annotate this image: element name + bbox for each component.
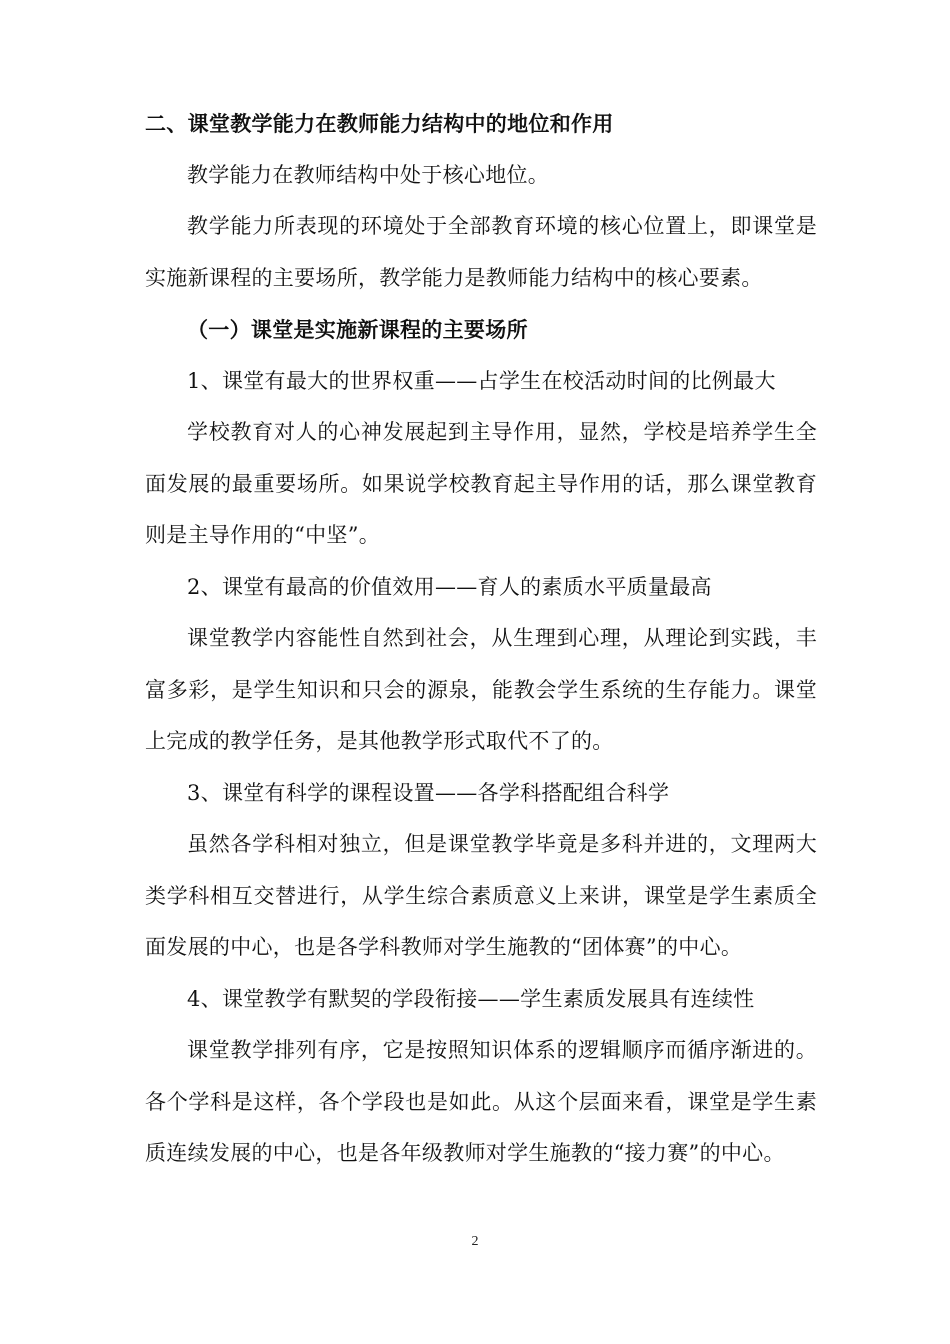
item-4-title: 4、课堂教学有默契的学段衔接——学生素质发展具有连续性	[187, 986, 755, 1011]
item-3-body: 虽然各学科相对独立，但是课堂教学毕竟是多科并进的，文理两大类学科相互交替进行，从学生综合素质意义上来讲，课堂是学生素质全面发展的中心，也是各学科教师对学生施教的“团体赛”的中心。	[145, 832, 817, 959]
item-2-title: 2、课堂有最高的价值效用——育人的素质水平质量最高	[187, 574, 712, 599]
paragraph-environment: 教学能力所表现的环境处于全部教育环境的核心位置上，即课堂是实施新课程的主要场所，教学能力是教师能力结构中的核心要素。	[145, 214, 817, 290]
subsection-heading: （一）课堂是实施新课程的主要场所	[187, 317, 528, 342]
item-1-title: 1、课堂有最大的世界权重——占学生在校活动时间的比例最大	[187, 368, 776, 393]
page-number: 2	[471, 1234, 479, 1249]
document-body	[145, 98, 817, 1180]
item-1-body: 学校教育对人的心神发展起到主导作用，显然，学校是培养学生全面发展的最重要场所。如果说学校教育起主导作用的话，那么课堂教育则是主导作用的“中坚”。	[145, 420, 817, 547]
item-3-title: 3、课堂有科学的课程设置——各学科搭配组合科学	[187, 780, 670, 805]
section-heading: 二、课堂教学能力在教师能力结构中的地位和作用	[145, 111, 614, 136]
paragraph-core-position: 教学能力在教师结构中处于核心地位。	[187, 162, 550, 187]
item-2-body: 课堂教学内容能性自然到社会，从生理到心理，从理论到实践，丰富多彩，是学生知识和只会的源泉，能教会学生系统的生存能力。课堂上完成的教学任务，是其他教学形式取代不了的。	[145, 626, 817, 753]
item-4-body: 课堂教学排列有序，它是按照知识体系的逻辑顺序而循序渐进的。各个学科是这样，各个学段也是如此。从这个层面来看，课堂是学生素质连续发展的中心，也是各年级教师对学生施教的“接力赛”的中心。	[145, 1038, 817, 1165]
